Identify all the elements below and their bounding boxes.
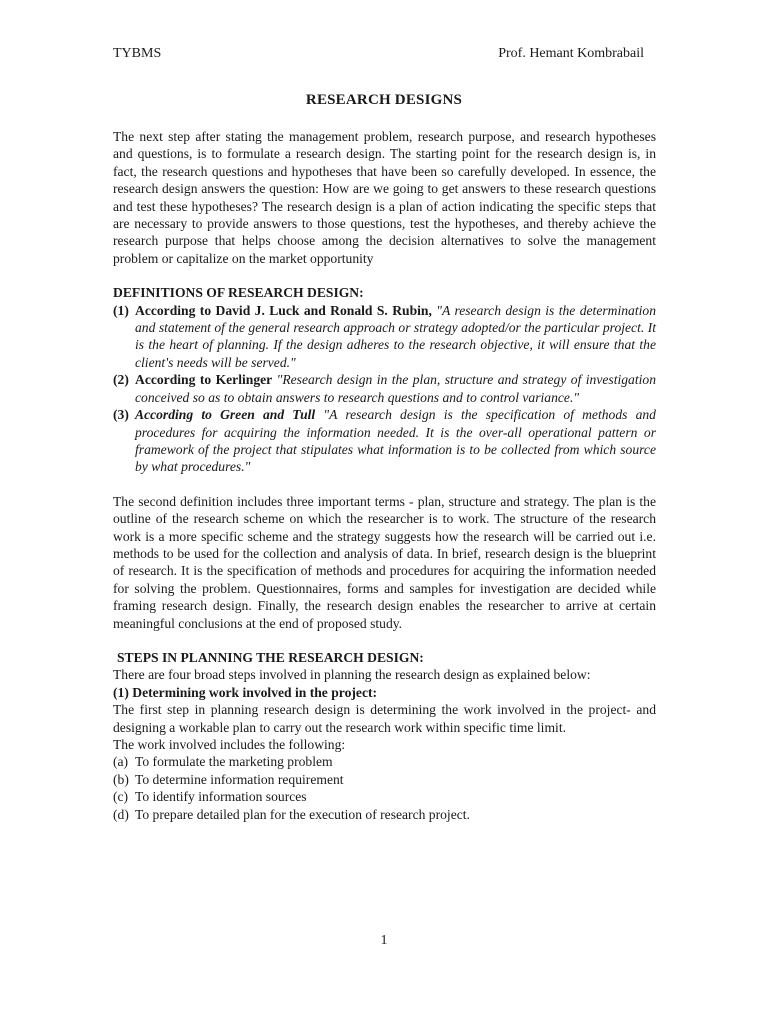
second-definition-paragraph: The second definition includes three important terms - plan, structure and strategy. The plan is the outline of the research scheme on which the researcher is to work. The structure of the research work is a more specific scheme and the strategy suggests how the research will be carried out i.e. methods to be used for the collection and analysis of data. In brief, research design is the blueprint of research. It is the specification of methods and procedures for acquiring the information needed for solving the problem. Questionnaires, forms and samples for investigation are decided while framing research design. Finally, the research design enables the researcher to arrive at certain meaningful conclusions at the end of proposed study. xyxy=(113,493,656,631)
definition-item xyxy=(113,406,656,476)
header-course: TYBMS xyxy=(113,46,162,61)
definition-number: (1) xyxy=(113,302,129,318)
work-item-text: To prepare detailed plan for the execution of research project. xyxy=(135,806,470,822)
definition-source: According to Green and Tull xyxy=(135,407,316,423)
definition-source: According to Kerlinger xyxy=(135,372,273,388)
work-item xyxy=(113,806,656,823)
work-item xyxy=(113,788,656,805)
definition-item xyxy=(113,302,656,372)
step-1-heading: (1) Determining work involved in the project: xyxy=(113,684,378,700)
work-intro: The work involved includes the following: xyxy=(113,737,346,752)
definitions-heading: DEFINITIONS OF RESEARCH DESIGN: xyxy=(113,285,364,301)
steps-heading: STEPS IN PLANNING THE RESEARCH DESIGN: xyxy=(117,649,424,665)
work-item-marker: (a) xyxy=(113,754,129,770)
work-item xyxy=(113,771,656,788)
work-item-marker: (c) xyxy=(113,789,129,805)
work-item-text: To identify information sources xyxy=(135,789,307,805)
header-author: Prof. Hemant Kombrabail xyxy=(498,46,644,61)
definition-quote: "A research design is the specification of methods and procedures for acquiring the information needed. It is the over-all operational pattern or framework of the project that stipulates what information is to be collected from which source by what procedures." xyxy=(135,407,656,475)
steps-intro: There are four broad steps involved in planning the research design as explained below: xyxy=(113,667,591,683)
work-item-text: To determine information requirement xyxy=(135,771,344,787)
definition-source: According to David J. Luck and Ronald S. Rubin, xyxy=(135,302,432,318)
work-items-list xyxy=(113,753,656,823)
document-title: RESEARCH DESIGNS xyxy=(305,92,463,108)
definition-quote: "A research design is the determination and statement of the general research approach or strategy adopted/or the particular project. It is the heart of planning. If the design adheres to the research objective, it will ensure that the client's needs will be served." xyxy=(135,302,656,370)
running-header xyxy=(113,45,645,62)
definition-quote: "Research design in the plan, structure and strategy of investigation conceived so as to obtain answers to research questions and to control variance." xyxy=(135,372,656,405)
step-1-text: The first step in planning research design is determining the work involved in the project- and designing a workable plan to carry out the research work within specific time limit. xyxy=(113,702,656,735)
definitions-list xyxy=(113,302,656,476)
work-item-marker: (d) xyxy=(113,806,129,822)
page-number: 1 xyxy=(380,933,388,948)
intro-paragraph: The next step after stating the management problem, research purpose, and research hypotheses and questions, is to formulate a research design. The starting point for the research design is, in fact, the research questions and hypotheses that have been so carefully developed. In essence, the research design answers the question: How are we going to get answers to these research questions and test these hypotheses? The research design is a plan of action indicating the specific steps that are necessary to provide answers to those questions, test the hypotheses, and thereby achieve the research purpose that helps choose among the decision alternatives to solve the management problem or capitalize on the market opportunity xyxy=(113,129,656,266)
work-item-marker: (b) xyxy=(113,771,129,787)
definition-number: (3) xyxy=(113,407,129,423)
work-item xyxy=(113,753,656,770)
work-item-text: To formulate the marketing problem xyxy=(135,754,333,770)
definition-number: (2) xyxy=(113,372,129,388)
definition-item xyxy=(113,371,656,406)
document-body xyxy=(113,128,656,823)
